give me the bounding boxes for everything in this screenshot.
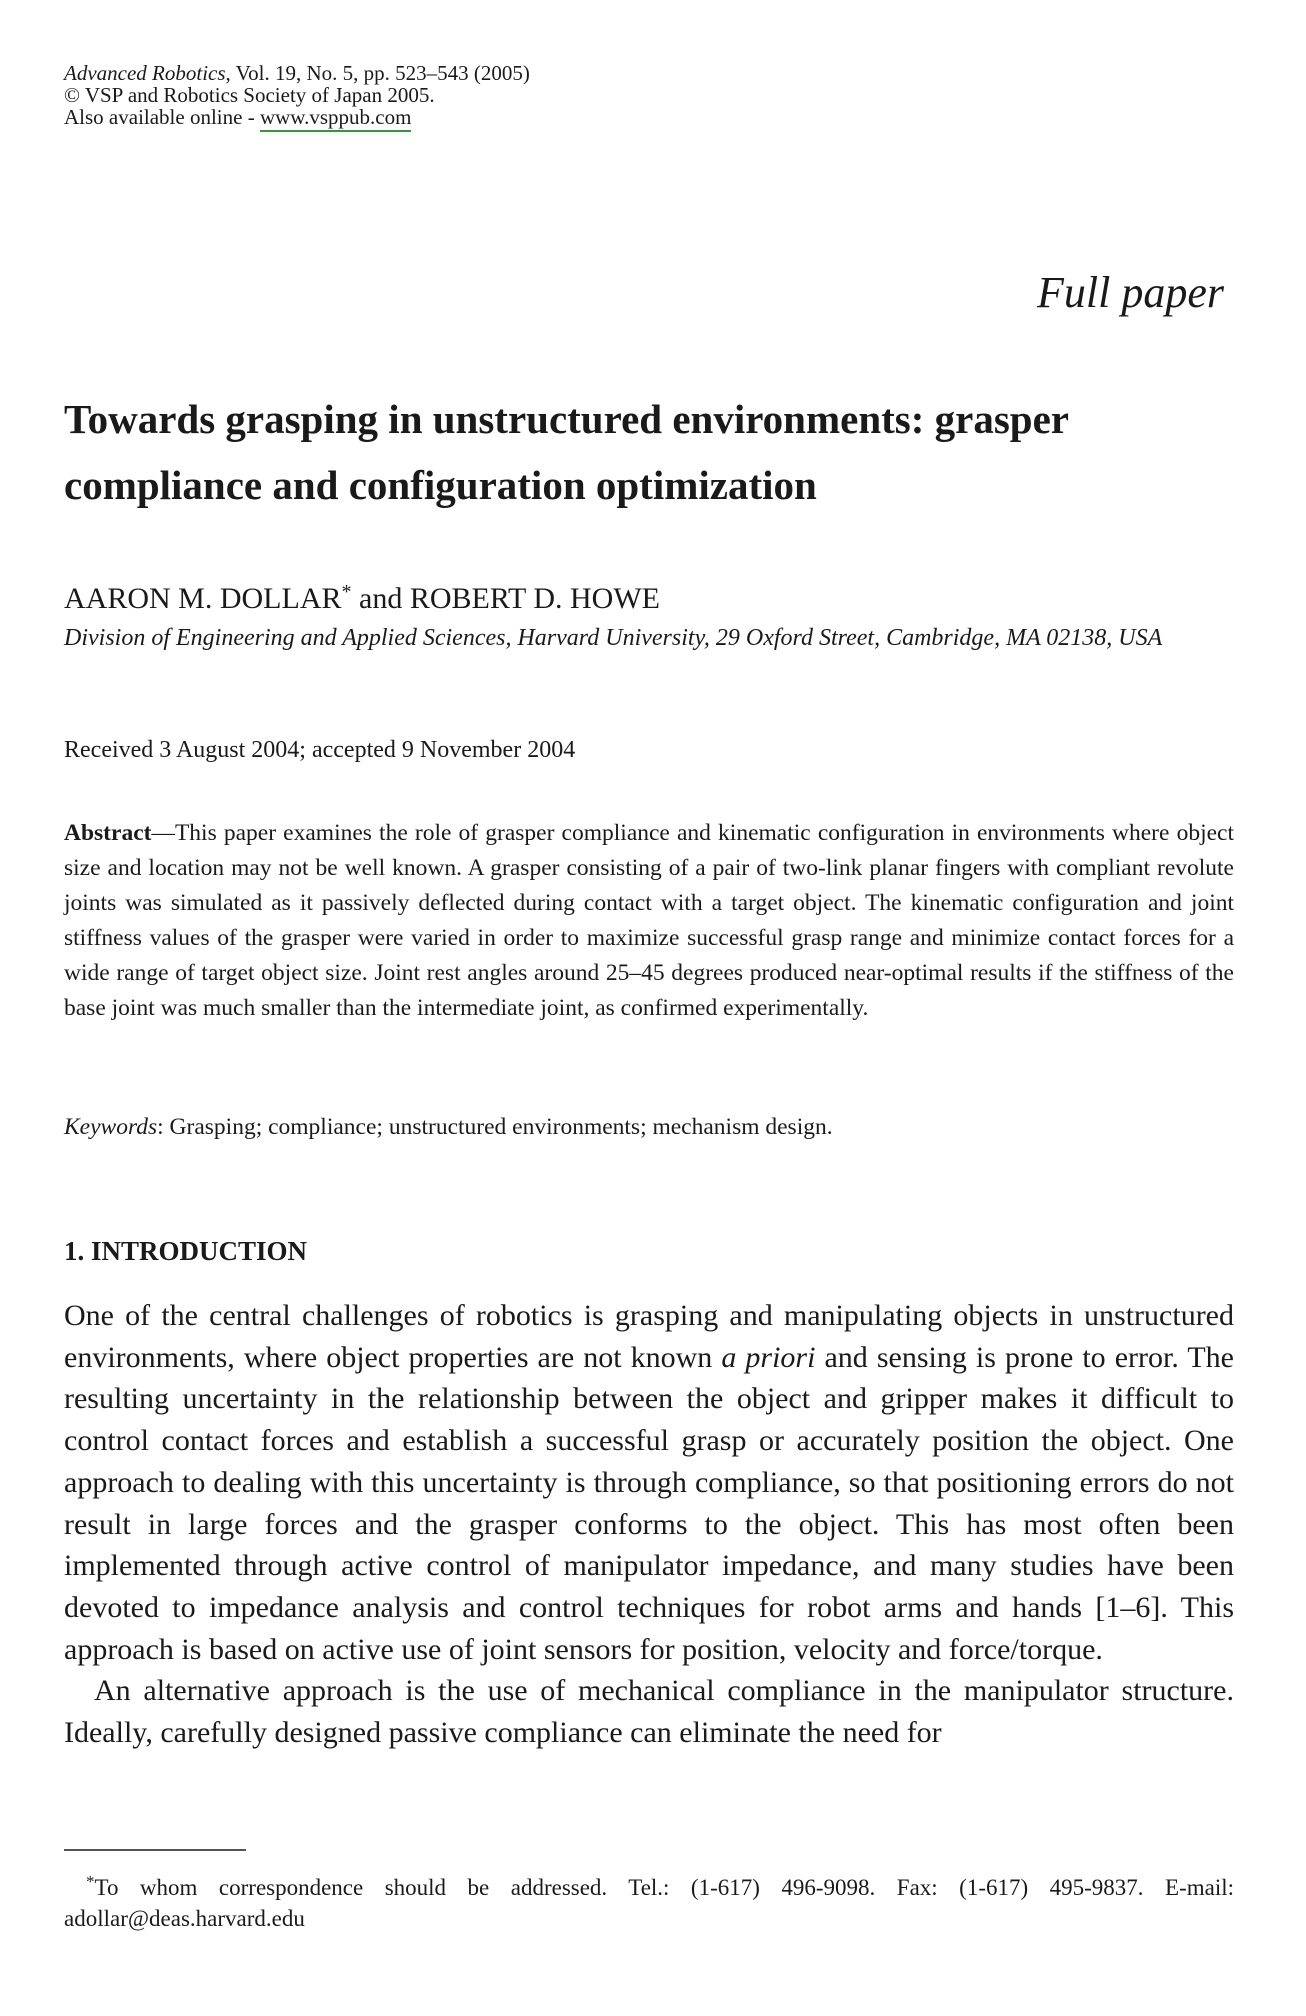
journal-citation — [64, 62, 764, 84]
author-name: ROBERT D. HOWE — [409, 582, 660, 615]
footnote — [64, 1866, 1234, 1934]
footnote-marker[interactable]: * — [341, 581, 352, 603]
emphasis-text: a priori — [721, 1340, 816, 1374]
introduction-body — [64, 1295, 1234, 1754]
paper-title: Towards grasping in unstructured environments: grasper compliance and configuration optimization — [64, 396, 1069, 508]
author-name: AARON M. DOLLAR — [64, 582, 342, 615]
footnote-mark: * — [86, 1872, 95, 1891]
paragraph — [64, 1295, 1234, 1670]
abstract-label: Abstract — [64, 820, 152, 846]
affiliation: Division of Engineering and Applied Sciences, Harvard University, 29 Oxford Street, Cambridge, MA 02138, USA — [64, 625, 1163, 651]
keywords-label: Keywords — [64, 1114, 158, 1140]
footnote-divider — [64, 1849, 246, 1851]
author-joiner: and — [351, 582, 410, 615]
copyright-line: © VSP and Robotics Society of Japan 2005. — [64, 83, 435, 107]
online-link[interactable]: www.vsppub.com — [260, 105, 411, 132]
journal-name: Advanced Robotics — [64, 61, 226, 85]
journal-header — [64, 62, 764, 128]
keywords-text: : Grasping; compliance; unstructured environments; mechanism design. — [157, 1114, 833, 1140]
online-line — [64, 106, 764, 128]
paper-type: Full paper — [1037, 268, 1224, 317]
author-line — [64, 572, 660, 619]
online-prefix: Also available online - — [64, 105, 260, 129]
footnote-text: To whom correspondence should be addressed. Tel.: (1-617) 496-9098. Fax: (1-617) 495-9837. E-mail: adollar@deas.harvard.edu — [64, 1875, 1234, 1931]
received-dates: Received 3 August 2004; accepted 9 November 2004 — [64, 737, 576, 763]
paragraph-text: and sensing is prone to error. The resulting uncertainty in the relationship between the object and gripper makes it difficult to control contact forces and establish a successful grasp or accurately position the object. One approach to dealing with this uncertainty is through compliance, so that positioning errors do not result in large forces and the grasper conforms to the object. This has most often been implemented through active control of manipulator impedance, and many studies have been devoted to impedance analysis and control techniques for robot arms and hands [1–6]. This approach is based on active use of joint sensors for position, velocity and force/torque. — [64, 1340, 1234, 1666]
journal-details: , Vol. 19, No. 5, pp. 523–543 (2005) — [225, 61, 530, 85]
section-heading: 1. INTRODUCTION — [64, 1236, 308, 1266]
keywords — [64, 1111, 1234, 1143]
abstract — [64, 816, 1234, 1026]
paragraph: An alternative approach is the use of mechanical compliance in the manipulator structure. Ideally, carefully designed passive compliance can eliminate the need for — [64, 1674, 1234, 1750]
paragraph-text: One of the central challenges of robotics is grasping and manipulating objects in unstructured environments, where object properties are not known — [64, 1299, 1234, 1374]
abstract-text: —This paper examines the role of grasper compliance and kinematic configuration in environments where object size and location may not be well known. A grasper consisting of a pair of two-link planar fingers with compliant revolute joints was simulated as it passively deflected during contact with a target object. The kinematic configuration and joint stiffness values of the grasper were varied in order to maximize successful grasp range and minimize contact forces for a wide range of target object size. Joint rest angles around 25–45 degrees produced near-optimal results if the stiffness of the base joint was much smaller than the intermediate joint, as confirmed experimentally. — [64, 820, 1234, 1021]
